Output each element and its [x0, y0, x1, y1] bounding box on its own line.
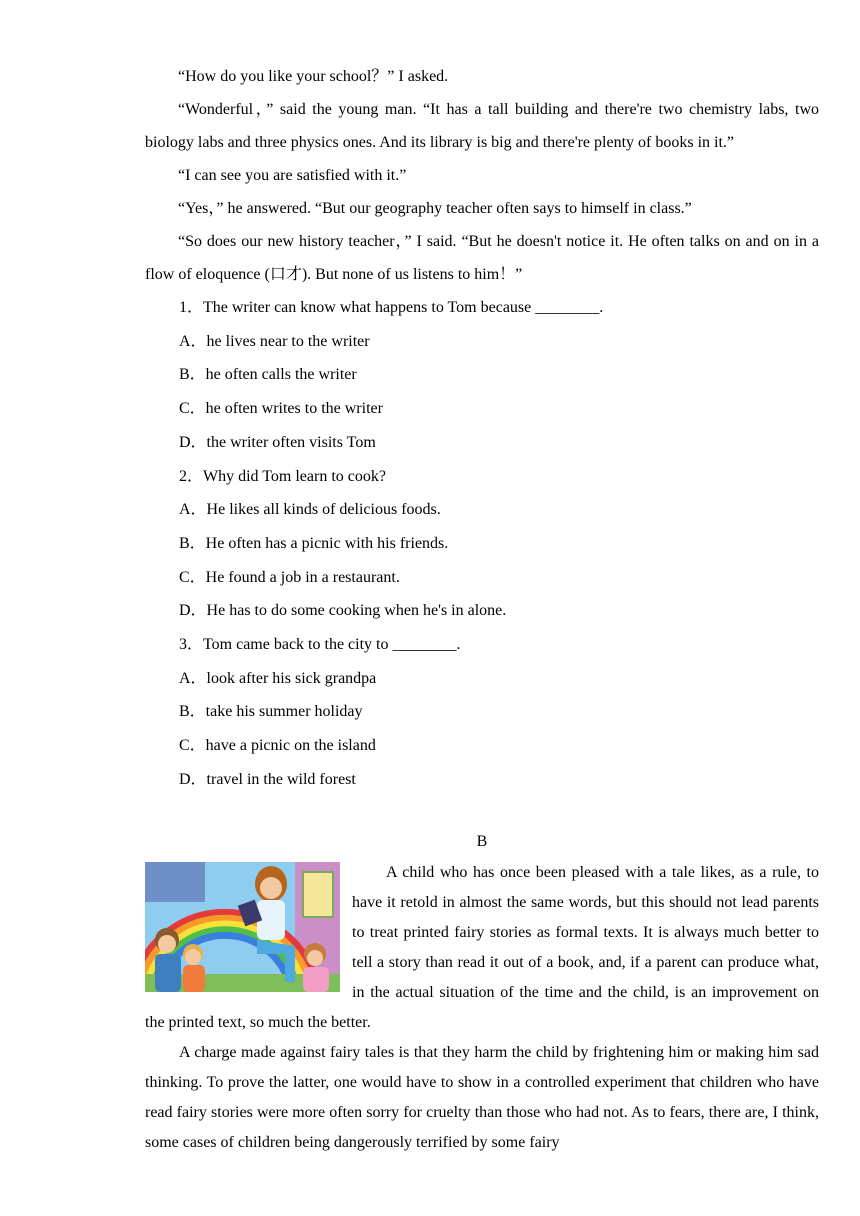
option-b: B．take his summer holiday [179, 703, 363, 721]
question-3 [145, 628, 819, 797]
option-c: C．he often writes to the writer [179, 400, 383, 418]
dialogue-line: “Wonderful，” said the young man. “It has a tall building and there're two chemistry labs, two biology labs and three physics ones. And its library is big and there're plenty of books in it.” [145, 101, 819, 151]
dialogue-line: “I can see you are satisfied with it.” [178, 167, 407, 184]
dialogue-line: “So does our new history teacher，” I said. “But he doesn't notice it. He often talks on and on in a flow of eloquence (口才). But none of us listens to him！” [145, 233, 820, 283]
storytelling-illustration-icon [145, 862, 340, 992]
section-b-passage [145, 858, 819, 1158]
option-b: B．He often has a picnic with his friends. [179, 534, 449, 552]
option-d: D．He has to do some cooking when he's in alone. [179, 602, 507, 620]
question-stem: 3．Tom came back to the city to ________. [179, 636, 461, 654]
option-a: A．He likes all kinds of delicious foods. [179, 501, 441, 519]
option-b: B．he often calls the writer [179, 366, 357, 384]
question-1 [145, 291, 819, 460]
question-stem: 1．The writer can know what happens to Tom because ________. [179, 299, 604, 316]
section-heading: B [476, 832, 488, 850]
option-d: D．the writer often visits Tom [179, 433, 376, 451]
dialogue-line: “Yes，” he answered. “But our geography teacher often says to himself in class.” [178, 200, 692, 217]
question-2 [145, 460, 819, 629]
passage-paragraph: A child who has once been pleased with a tale likes, as a rule, to have it retold in almost the same words, but this should not lead parents to treat printed fairy stories as formal texts. It is always much better to tell a story than read it out of a book, and, if a parent can produce what, in the actual situation of the time and the child, is an improvement on the printed text, so much the better. [145, 863, 819, 1031]
option-c: C．have a picnic on the island [179, 737, 376, 755]
passage-paragraph: A charge made against fairy tales is that they harm the child by frightening him or making him sad thinking. To prove the latter, one would have to show in a controlled experiment that children who have read fairy stories were more often sorry for cruelty than those who had not. As to fears, there are, I think, some cases of children being dangerously terrified by some fairy [145, 1043, 819, 1151]
document-body [145, 60, 819, 1158]
option-a: A．look after his sick grandpa [179, 669, 377, 687]
question-stem: 2．Why did Tom learn to cook? [179, 467, 386, 485]
option-a: A．he lives near to the writer [179, 332, 370, 350]
option-c: C．He found a job in a restaurant. [179, 568, 400, 586]
dialogue-line: “How do you like your school？” I asked. [178, 68, 449, 85]
option-d: D．travel in the wild forest [179, 770, 356, 788]
